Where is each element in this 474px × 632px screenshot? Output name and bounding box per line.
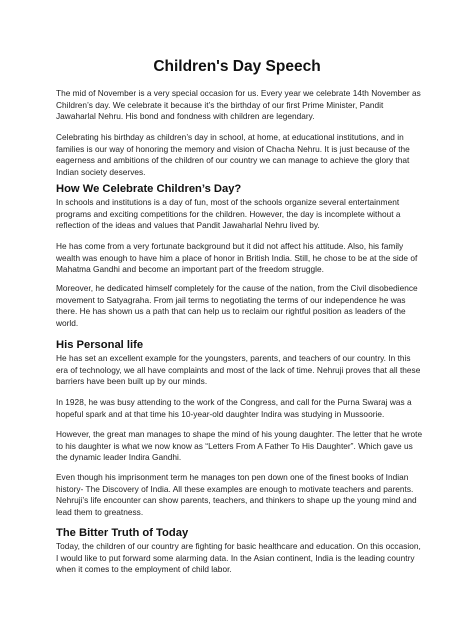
section-paragraph: Moreover, he dedicated himself completely for the cause of the nation, from the Civil disobedience movement to Satyagraha. From jail terms to negotiating the terms of our independence he was there. He has shown us a path that can help us to reclaim our rightful position as leaders of the world. [56, 283, 418, 328]
section-paragraph: He has set an excellent example for the youngsters, parents, and teachers of our country. In this era of technology, we all have complaints and most of the lack of time. Nehruji proves that all these barriers have been built up by our minds. [56, 353, 421, 387]
section-paragraph: Today, the children of our country are fighting for basic healthcare and education. On this occasion, I would like to put forward some alarming data. In the Asian continent, India is the leading country when it comes to the employment of child labor. [56, 541, 421, 575]
intro-paragraph-2: Celebrating his birthday as children’s day in school, at home, at educational institutions, and in families is our way of honoring the memory and vision of Chacha Nehru. It is just because of the eagerness and ambitions of the children of our country we can manage to achieve the glory that Indian society deserves. [56, 132, 410, 177]
section-paragraph: He has come from a very fortunate background but it did not affect his attitude. Also, his family wealth was enough to have him a place of honor in British India. Still, he chose to be at the side of Mahatma Gandhi and become an important part of the freedom struggle. [56, 241, 418, 275]
section-heading: The Bitter Truth of Today [56, 527, 189, 539]
section-heading: How We Celebrate Children’s Day? [56, 183, 242, 195]
intro-paragraph-1: The mid of November is a very special occasion for us. Every year we celebrate 14th November as Children’s day. We celebrate it because it’s the birthday of our first Prime Minister, Pandit Jawaharlal Nehru. His bond and fondness with children are legendary. [56, 88, 421, 122]
section-heading: His Personal life [56, 339, 144, 351]
section-paragraph: Even though his imprisonment term he manages ton pen down one of the finest books of Indian history- The Discovery of India. All these examples are enough to motivate teachers and parents. Nehruji’s life encounter can show parents, teachers, and thinkers to shape up the young mind and lead them to greatness. [56, 472, 417, 517]
page-title: Children's Day Speech [153, 58, 321, 75]
section-paragraph: In schools and institutions is a day of fun, most of the schools organize several entertainment programs and exciting competitions for the children. However, the day is incomplete without a reflection of the ideas and values that Pandit Jawaharlal Nehru lived by. [56, 197, 401, 231]
section-paragraph: In 1928, he was busy attending to the work of the Congress, and call for the Purna Swaraj was a hopeful spark and at that time his 10-year-old daughter Indira was studying in Mussoorie. [56, 397, 412, 419]
section-paragraph: However, the great man manages to shape the mind of his young daughter. The letter that he wrote to his daughter is what we now know as “Letters From A Father To His Daughter”. Which gave us the dynamic leader Indira Gandhi. [56, 429, 423, 463]
